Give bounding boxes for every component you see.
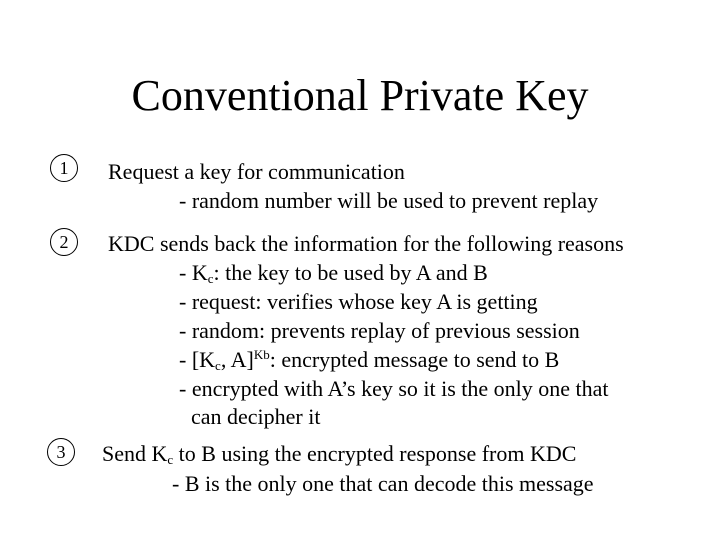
step-1-detail: - random number will be used to prevent replay [179,188,599,213]
enc-subscript: c [215,358,221,373]
step-2-detail-request: - request: verifies whose key A is getting [179,289,538,314]
step-3-number-badge: 3 [47,438,75,466]
step-2-detail-decipher: can decipher it [191,404,321,429]
step-3-detail: - B is the only one that can decode this message [172,471,594,496]
step-1-heading: Request a key for communication [108,159,405,184]
step-3-heading-subscript: c [167,452,174,467]
step-2-heading: KDC sends back the information for the following reasons [108,231,624,256]
step-1-number-badge: 1 [50,154,78,182]
step-2-detail-random: - random: prevents replay of previous session [179,318,580,343]
step-3-heading [102,440,576,468]
enc-prefix: - [K [179,347,216,372]
step-3-heading-rest: to B using the encrypted response from KDC [173,441,577,466]
kc-subscript: c [207,271,214,286]
kc-rest: : the key to be used by A and B [213,260,488,285]
enc-mid: , A] [220,347,254,372]
enc-rest: : encrypted message to send to B [269,347,560,372]
step-2-detail-encrypted-message [179,346,559,374]
slide-title: Conventional Private Key [131,71,589,120]
step-3-heading-prefix: Send K [102,441,168,466]
step-2-detail-kc [179,259,488,287]
enc-superscript: Kb [253,347,270,362]
kc-prefix: - K [179,260,208,285]
step-2-detail-encrypted-with-key: - encrypted with A’s key so it is the only one that [179,376,609,401]
step-2-number-badge: 2 [50,228,78,256]
